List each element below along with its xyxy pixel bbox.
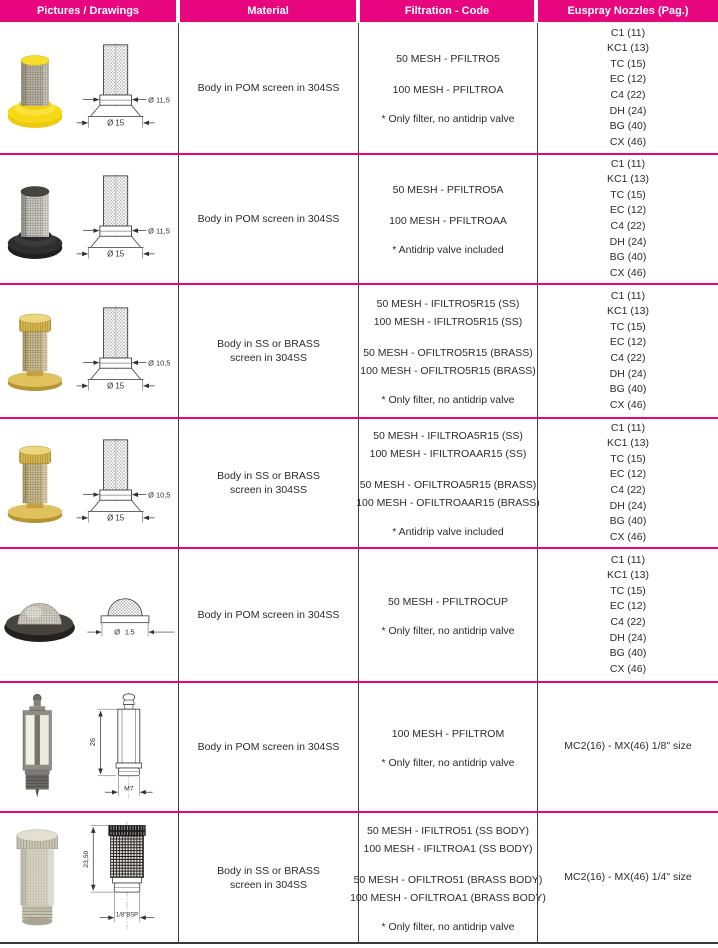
table-row [0, 23, 718, 155]
nozzle-line: C4 (22) [610, 89, 646, 101]
code-line: 100 MESH - IFILTROA1 (SS BODY) [363, 842, 533, 855]
dim-height-label: 23,50 [82, 850, 90, 868]
dim-base-label: Ø 15 [107, 381, 125, 391]
nozzle-line: BG (40) [609, 647, 647, 660]
code-line: 100 MESH - PFILTROM [391, 727, 505, 740]
code-group [396, 50, 500, 68]
nozzle-line: C1 (11) [610, 26, 646, 39]
nozzle-line: BG (40) [609, 120, 647, 133]
code-group [393, 81, 504, 99]
nozzle-line: C4 (22) [610, 220, 646, 232]
table-row [0, 155, 718, 285]
table-row [0, 683, 718, 813]
material-line: Body in SS or BRASS [217, 864, 320, 877]
nozzle-line: KC1 (13) [606, 569, 649, 582]
nozzle-line: TC (15) [610, 320, 646, 333]
pictures-cell [0, 23, 178, 153]
code-line: 50 MESH - IFILTROA5R15 (SS) [373, 430, 523, 442]
code-line: 50 MESH - PFILTRO5A [392, 184, 504, 196]
code-line: 50 MESH - IFILTRO5R15 (SS) [376, 298, 520, 310]
dim-base-label: Ø 15 [107, 249, 125, 259]
nozzle-line: DH (24) [609, 631, 647, 644]
product-photo-cartridge-filter [8, 691, 70, 803]
filtration-cell [358, 285, 537, 417]
material-cell [178, 155, 358, 283]
code-group [350, 871, 546, 907]
table-row [0, 285, 718, 419]
dim-width-label: Ø 10,5 [148, 489, 171, 499]
material-line: screen in 304SS [229, 352, 308, 364]
product-photo-ss-cylinder-filter [8, 824, 70, 932]
nozzle-line: C4 (22) [610, 616, 646, 628]
code-group [356, 476, 540, 512]
column-header-filtration: Filtration - Code [360, 0, 534, 22]
nozzle-line: KC1 (13) [606, 305, 649, 318]
material-cell [178, 419, 358, 547]
nozzle-line: MC2(16) - MX(46) 1/4" size [564, 870, 692, 883]
material-line: screen in 304SS [229, 484, 308, 496]
material-cell [178, 549, 358, 681]
filtration-cell [358, 549, 537, 681]
technical-drawing [72, 40, 176, 137]
filtration-cell [350, 813, 546, 942]
code-group [389, 212, 507, 230]
technical-drawing [72, 435, 176, 532]
product-photo-brass-filter [2, 307, 68, 396]
nozzle-line: EC (12) [609, 468, 647, 481]
code-group [374, 295, 523, 331]
nozzle-line: CX (46) [609, 530, 647, 543]
code-group [392, 725, 504, 743]
nozzle-line: DH (24) [609, 499, 647, 512]
pictures-cell [0, 285, 178, 417]
nozzle-line: C1 (11) [610, 157, 646, 170]
product-photo-mesh-cup [0, 584, 80, 647]
pictures-cell [0, 549, 178, 681]
technical-drawing [72, 303, 176, 400]
filter-note: * Only filter, no antidrip valve [381, 113, 515, 125]
material-line: Body in SS or BRASS [217, 470, 320, 482]
column-header-material: Material [180, 0, 356, 22]
column-header-pictures: Pictures / Drawings [0, 0, 176, 22]
material-line: Body in POM screen in 304SS [197, 741, 340, 753]
filter-note: * Only filter, no antidrip valve [381, 624, 515, 637]
nozzle-line: CX (46) [609, 662, 647, 675]
nozzle-line: BG (40) [609, 383, 647, 396]
dim-thread-label: M7 [124, 784, 134, 792]
nozzle-line: C1 (11) [610, 289, 646, 302]
code-line: 50 MESH - OFILTROA5R15 (BRASS) [359, 479, 537, 491]
code-line: 100 MESH - IFILTROAAR15 (SS) [369, 448, 527, 460]
nozzle-line: TC (15) [610, 57, 646, 70]
nozzle-line: TC (15) [610, 188, 646, 201]
material-line: Body in POM screen in 304SS [197, 82, 340, 94]
nozzle-line: BG (40) [609, 515, 647, 528]
nozzle-line: EC (12) [609, 204, 647, 217]
code-line: 100 MESH - OFILTROA1 (BRASS BODY) [350, 891, 546, 904]
code-group [388, 593, 508, 611]
dim-thread-label: 1/8"BSP [115, 912, 139, 919]
nozzle-line: TC (15) [610, 584, 646, 597]
code-group [393, 181, 504, 199]
dim-width-label: Ø 11,5 [148, 94, 170, 104]
nozzles-cell [537, 813, 718, 942]
code-group [363, 822, 532, 858]
pictures-cell [0, 419, 178, 547]
material-cell [178, 285, 358, 417]
material-line: screen in 304SS [229, 878, 308, 891]
nozzle-line: C4 (22) [610, 484, 646, 496]
nozzles-cell [537, 549, 718, 681]
nozzle-line: KC1 (13) [606, 42, 649, 55]
material-line: Body in POM screen in 304SS [197, 213, 340, 225]
filtration-cell [358, 23, 537, 153]
filter-note: * Only filter, no antidrip valve [381, 394, 515, 406]
material-cell [178, 813, 358, 942]
nozzle-line: C4 (22) [610, 352, 646, 364]
table-header [0, 0, 718, 22]
code-line: 50 MESH - OFILTRO51 (BRASS BODY) [353, 873, 543, 886]
product-photo-yellow-filter [2, 44, 68, 133]
nozzle-line: CX (46) [609, 135, 647, 148]
nozzle-line: DH (24) [609, 104, 647, 117]
filtration-cell [358, 683, 537, 811]
technical-drawing [74, 820, 170, 935]
filter-note: * Antidrip valve included [392, 526, 504, 538]
nozzle-line: KC1 (13) [606, 173, 649, 186]
column-header-nozzles: Euspray Nozzles (Pag.) [538, 0, 718, 22]
nozzle-line: CX (46) [609, 266, 647, 279]
nozzle-line: CX (46) [609, 398, 647, 411]
code-line: 50 MESH - OFILTRO5R15 (BRASS) [363, 347, 533, 359]
nozzle-line: MC2(16) - MX(46) 1/8" size [564, 740, 692, 753]
nozzle-line: BG (40) [609, 251, 647, 264]
code-line: 50 MESH - PFILTROCUP [388, 595, 508, 608]
nozzles-cell [537, 683, 718, 811]
nozzle-line: EC (12) [609, 336, 647, 349]
nozzle-line: EC (12) [609, 73, 647, 86]
dim-base-label: Ø 15 [114, 627, 136, 637]
material-cell [178, 23, 358, 153]
dim-base-label: Ø 15 [107, 118, 125, 128]
table-row [0, 419, 718, 549]
code-line: 100 MESH - PFILTROAA [389, 215, 507, 227]
dim-base-label: Ø 15 [107, 513, 125, 523]
filter-note: * Only filter, no antidrip valve [381, 756, 515, 769]
pictures-cell [0, 813, 178, 942]
code-group [360, 344, 535, 380]
code-line: 100 MESH - PFILTROA [392, 84, 504, 96]
dim-width-label: Ø 10,5 [148, 357, 171, 367]
filter-note: * Only filter, no antidrip valve [381, 920, 515, 933]
code-line: 100 MESH - OFILTRO5R15 (BRASS) [360, 365, 536, 377]
material-line: Body in SS or BRASS [217, 338, 320, 350]
table-row [0, 549, 718, 683]
table-row [0, 813, 718, 944]
nozzle-line: DH (24) [609, 235, 647, 248]
material-line: Body in POM screen in 304SS [197, 609, 340, 621]
code-line: 50 MESH - PFILTRO5 [396, 53, 500, 65]
filtration-cell [358, 155, 537, 283]
dim-width-label: Ø 11,5 [148, 225, 170, 235]
product-photo-black-filter [2, 175, 68, 264]
nozzles-cell [537, 155, 718, 283]
technical-drawing [84, 585, 178, 645]
nozzle-line: EC (12) [609, 600, 647, 613]
dim-height-label: 26 [88, 737, 98, 746]
code-line: 100 MESH - OFILTROAAR15 (BRASS) [356, 497, 540, 509]
code-line: 100 MESH - IFILTRO5R15 (SS) [373, 316, 523, 328]
nozzle-line: TC (15) [610, 452, 646, 465]
nozzle-line: C1 (11) [610, 553, 646, 566]
technical-drawing [74, 690, 170, 805]
code-group [370, 427, 527, 463]
nozzles-cell [537, 285, 718, 417]
pictures-cell [0, 155, 178, 283]
nozzle-line: C1 (11) [610, 421, 646, 434]
nozzles-cell [537, 23, 718, 153]
code-line: 50 MESH - IFILTRO51 (SS BODY) [366, 824, 529, 837]
nozzle-line: KC1 (13) [606, 437, 649, 450]
nozzles-cell [537, 419, 718, 547]
pictures-cell [0, 683, 178, 811]
material-cell [178, 683, 358, 811]
product-photo-brass-filter [2, 439, 68, 528]
filtration-cell [356, 419, 540, 547]
filter-note: * Antidrip valve included [392, 244, 504, 256]
nozzle-line: DH (24) [609, 367, 647, 380]
technical-drawing [72, 171, 176, 268]
